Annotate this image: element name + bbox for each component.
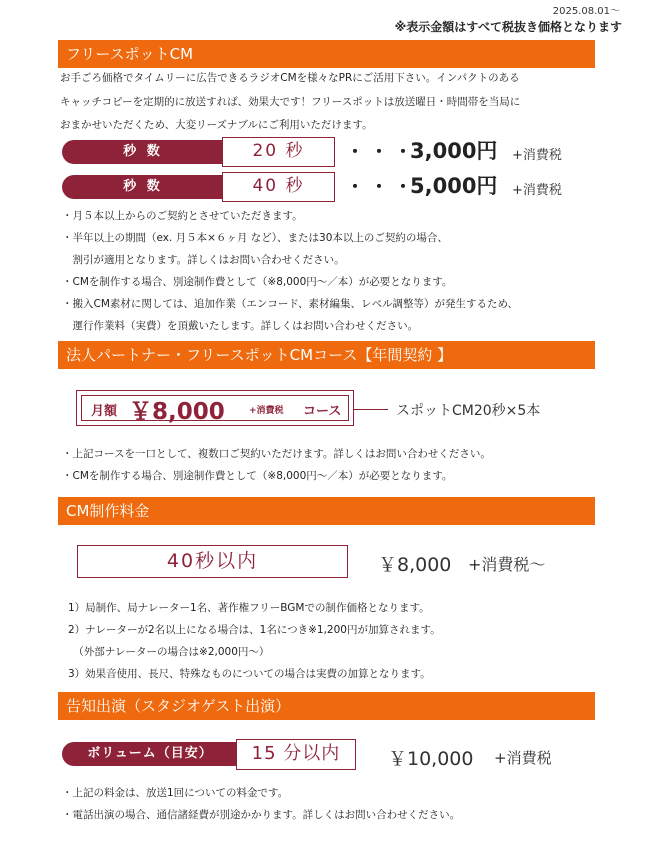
section-title-partner: 法人パートナー・フリースポットCMコース【年間契約 】 [58,341,595,369]
leader-dots: ・・・ [346,142,418,163]
note-line: 3）効果音使用、長尺、特殊なものについての場合は実費の加算となります。 [68,668,431,680]
note-line: 割引が適用となります。詳しくはお問い合わせください。 [62,254,345,266]
guest-notes [62,782,602,826]
note-line: ・電話出演の場合、通信諸経費が別途かかります。詳しくはお問い合わせください。 [62,809,461,821]
note-line: ・CMを制作する場合、別途制作費として（※8,000円～／本）が必要となります。 [62,470,453,482]
date: 2025.08.01～ [552,6,620,17]
spot-price: 5,000円 [410,174,498,198]
course-box [76,390,354,426]
note-line: ・半年以上の期間（ex. 月５本×６ヶ月 など）、または30本以上のご契約の場合、 [62,232,448,244]
note-line: ・上記の料金は、放送1回についての料金です。 [62,787,289,799]
course-price: ￥8,000 [129,399,225,425]
connector-line [354,409,388,410]
spot-desc-line: キャッチコピーを定期的に放送すれば、効果大です！フリースポットは放送曜日・時間帯を当局に [60,95,521,108]
section-title-guest: 告知出演（スタジオゲスト出演） [58,692,595,720]
course-detail: スポットCM20秒×5本 [396,403,541,419]
production-box: 40秒以内 [77,545,348,578]
seconds-label: 秒 数 [62,175,224,199]
production-price: ￥8,000 [378,554,452,576]
section-title-spot: フリースポットCM [58,40,595,68]
volume-label: ボリューム（目安） [62,742,238,766]
guest-box: 15 分以内 [236,739,356,770]
note-line: ・CMを制作する場合、別途制作費として（※8,000円～／本）が必要となります。 [62,276,453,288]
spot-tax: +消費税 [512,148,562,163]
seconds-label: 秒 数 [62,140,224,164]
spot-tax: +消費税 [512,183,562,198]
note-line: ・月５本以上からのご契約とさせていただきます。 [62,210,303,222]
note-line: ・上記コースを一口として、複数口ご契約いただけます。詳しくはお問い合わせください。 [62,448,491,460]
spot-desc-line: お手ごろ価格でタイムリーに広告できるラジオCMを様々なPRにご活用下さい。インパクトのある [60,72,520,84]
seconds-box: 40 秒 [222,172,335,202]
section-title-production: CM制作料金 [58,497,595,525]
note-line: （外部ナレーターの場合は※2,000円～） [68,646,270,658]
guest-price: ￥10,000 [388,748,474,770]
partner-notes [62,443,602,487]
production-notes [68,597,608,685]
guest-tax: +消費税 [494,749,552,767]
leader-dots: ・・・ [346,177,418,198]
spot-price: 3,000円 [410,139,498,163]
note-line: ・搬入CM素材に関しては、追加作業（エンコード、素材編集、レベル調整等）が発生するため、 [62,298,519,310]
monthly-label: 月額 [91,404,118,419]
spot-description [60,67,600,138]
production-tax: +消費税～ [468,555,546,574]
course-tax: +消費税 [249,406,284,416]
course-label: コース [303,404,342,419]
note-line: 1）局制作、局ナレーター1名、著作権フリーBGMでの制作価格となります。 [68,602,430,614]
spot-desc-line: おまかせいただくため、大変リーズナブルにご利用いただけます。 [60,119,373,131]
note-line: 2）ナレーターが2名以上になる場合は、1名につき※1,200円が加算されます。 [68,624,441,636]
note-line: 運行作業料（実費）を頂戴いたします。詳しくはお問い合わせください。 [62,320,419,332]
spot-notes [62,205,602,337]
seconds-box: 20 秒 [222,137,335,167]
tax-note: ※表示金額はすべて税抜き価格となります [394,20,622,34]
